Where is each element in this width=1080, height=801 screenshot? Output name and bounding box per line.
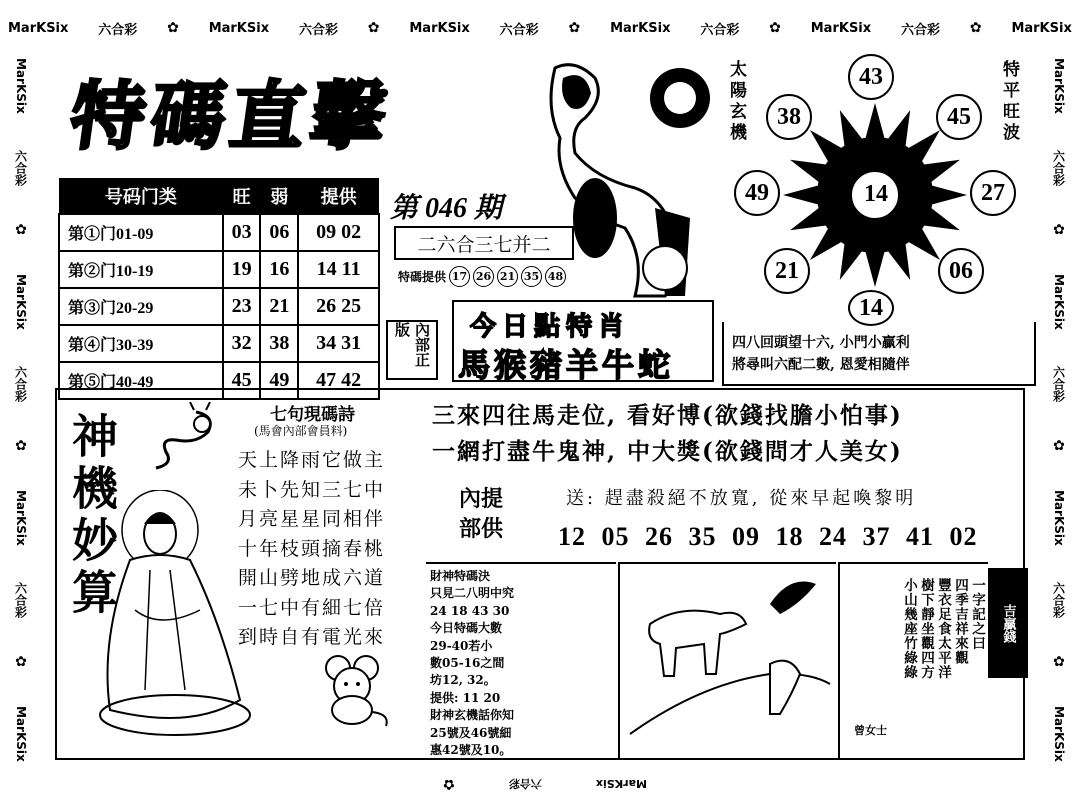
tigong-cell: 34 31 <box>298 325 379 362</box>
shenji-heading: 神機妙算 <box>65 412 119 620</box>
poem-line: 月亮星星同相伴 <box>238 508 386 530</box>
tema-number: 48 <box>545 266 566 287</box>
brand-liuhecai: 六合彩 <box>298 22 338 38</box>
sun-left-label: 太陽玄機 <box>726 60 746 144</box>
guanyin-illustration <box>90 490 260 750</box>
table-row <box>59 214 379 251</box>
brand-liuhecai: 六合彩 <box>13 149 28 186</box>
today-title: 今日點特肖 <box>470 312 631 342</box>
brand-marksix: MarKSix <box>14 706 28 762</box>
brand-marksix: MarKSix <box>409 20 470 36</box>
gate-cell: 第④门30-39 <box>59 325 223 362</box>
wealth-line: 財神玄機話你知 <box>430 708 515 723</box>
wealth-line: 提供: 11 20 <box>430 690 501 705</box>
poem-line: 一七中有細七倍 <box>238 596 386 619</box>
brand-marksix: MarKSix <box>1052 490 1066 546</box>
gate-cell: 第③门20-29 <box>59 288 223 325</box>
tigong-cell: 26 25 <box>298 288 379 325</box>
tema-number: 17 <box>449 266 470 287</box>
poem-column: 小山幾座竹綠綠 <box>901 578 917 680</box>
wealth-line: 惠42號及10。 <box>430 743 512 758</box>
woman-illustration <box>515 58 725 298</box>
table-header: 号码门类 <box>59 178 223 214</box>
internal-offer <box>452 484 510 544</box>
brand-liuhecai: 六合彩 <box>901 22 941 38</box>
poem-title: 七句現碼詩 <box>270 405 355 425</box>
right-line: 三來四往馬走位, 看好博(欲錢找膽小怕事) <box>432 402 903 429</box>
ruo-cell: 49 <box>260 362 298 399</box>
verse-line: 四八回頭望十六, 小門小贏利 <box>732 335 910 351</box>
ruo-cell: 06 <box>260 214 298 251</box>
internal-offer-line: 部供 <box>458 516 503 542</box>
brand-liuhecai: 六合彩 <box>13 365 28 402</box>
sun-number: 21 <box>764 248 810 294</box>
verse-box <box>722 322 1036 386</box>
brand-marksix: MarKSix <box>8 20 69 36</box>
table-header: 弱 <box>260 178 298 214</box>
brand-liuhecai: 六合彩 <box>1051 582 1066 618</box>
table-row <box>59 251 379 288</box>
issue-number: 第 046 期 <box>390 193 503 224</box>
brand-marksix: MarKSix <box>14 490 28 546</box>
brand-liuhecai: 六合彩 <box>1051 149 1066 186</box>
flower-icon: ✿ <box>167 20 179 36</box>
tema-number: 35 <box>521 266 542 287</box>
wealth-line: 25號及46號細 <box>430 725 512 740</box>
poem-line: 未卜先知三七中 <box>238 478 386 501</box>
poem-column: 四季吉祥來觀 <box>952 578 968 665</box>
brand-marksix: MarKSix <box>610 20 671 36</box>
sun-number: 38 <box>766 94 812 140</box>
poem-column: 一字記之曰 <box>969 578 985 651</box>
sun-number: 43 <box>848 54 894 100</box>
table-row <box>59 288 379 325</box>
signature: 曾女士 <box>854 724 887 737</box>
brand-liuhecai: 六合彩 <box>700 22 740 38</box>
table-row <box>59 325 379 362</box>
tigong-cell: 47 42 <box>298 362 379 399</box>
sun-center-number: 14 <box>864 180 888 207</box>
brand-marksix: MarKSix <box>810 20 872 36</box>
dragon-illustration <box>146 402 226 476</box>
seal-stamp: 吉贏錢 <box>988 568 1028 678</box>
brand-marksix: MarKSix <box>14 274 28 330</box>
flower-icon: ✿ <box>1053 438 1065 455</box>
wang-cell: 23 <box>223 288 261 325</box>
brand-liuhecai: 六合彩 <box>98 22 138 38</box>
phrase-box: 二六合三七并二 <box>394 226 574 260</box>
flower-icon: ✿ <box>1053 222 1065 238</box>
poem-line: 十年枝頭摘春桃 <box>238 537 386 560</box>
sun-section <box>720 60 1030 330</box>
brand-marksix: MarKSix <box>595 777 647 791</box>
table-header: 提供 <box>298 178 379 214</box>
flower-icon: ✿ <box>15 222 27 238</box>
brand-marksix: MarKSix <box>1052 58 1066 114</box>
gate-cell: 第⑤门40-49 <box>59 362 223 399</box>
brand-liuhecai: 六合彩 <box>13 582 28 618</box>
wealth-line: 財神特碼決 <box>430 569 491 583</box>
brand-marksix: MarKSix <box>208 20 270 36</box>
flower-icon: ✿ <box>769 20 781 36</box>
left-brand-strip <box>6 40 36 780</box>
bottom-brand-strip <box>435 770 655 798</box>
table-header-row <box>59 178 379 214</box>
flower-icon: ✿ <box>568 20 581 36</box>
wang-cell: 03 <box>223 214 261 251</box>
internal-stamp: 內部正版 <box>386 320 438 380</box>
brand-liuhecai: 六合彩 <box>499 22 539 38</box>
flower-icon: ✿ <box>15 438 27 455</box>
internal-offer-line: 內提 <box>458 486 503 512</box>
number-category-table <box>58 178 380 400</box>
wang-cell: 19 <box>223 251 261 288</box>
right-lines <box>432 398 903 470</box>
right-line: 一網打盡牛鬼神, 中大獎(欲錢問才人美女) <box>432 438 903 465</box>
sun-right-label: 特平旺波 <box>999 60 1019 144</box>
recommended-numbers: 12 05 26 35 09 18 24 37 41 02 <box>558 522 978 551</box>
animal-illustration-panel <box>618 562 836 758</box>
poem-body <box>238 446 385 653</box>
brand-marksix: MarKSix <box>1052 706 1066 762</box>
flower-icon: ✿ <box>1053 654 1065 671</box>
gate-cell: 第①门01-09 <box>59 214 223 251</box>
flower-icon: ✿ <box>367 20 380 36</box>
animals-illustration <box>620 564 834 756</box>
sun-number: 27 <box>970 170 1016 216</box>
wealth-line: 今日特碼大數 <box>430 621 503 636</box>
flower-icon: ✿ <box>969 20 982 36</box>
wealth-god-box <box>426 562 616 758</box>
poem-line: 到時自有電光來 <box>238 626 386 648</box>
right-brand-strip <box>1044 40 1074 780</box>
sun-number: 06 <box>938 248 984 294</box>
gate-cell: 第②门10-19 <box>59 251 223 288</box>
tigong-cell: 14 11 <box>298 251 379 288</box>
sun-number: 45 <box>936 94 982 140</box>
ruo-cell: 21 <box>260 288 298 325</box>
wang-cell: 32 <box>223 325 261 362</box>
verse-line: 將尋叫六配二數, 恩愛相隨伴 <box>732 357 910 373</box>
top-brand-strip <box>0 14 1080 42</box>
brand-marksix: MarKSix <box>14 58 28 114</box>
brand-marksix: MarKSix <box>1011 20 1072 36</box>
sun-number: 49 <box>734 170 780 216</box>
wealth-line: 29-40若小 <box>430 638 493 653</box>
ruo-cell: 16 <box>260 251 298 288</box>
wealth-line: 數05-16之間 <box>430 656 505 671</box>
brand-liuhecai: 六合彩 <box>1051 365 1066 402</box>
poem-line: 開山劈地成六道 <box>238 567 386 589</box>
poem-column: 豐衣足食太平洋 <box>935 578 951 680</box>
page-title: 特碼直擊 <box>65 74 398 160</box>
brand-liuhecai: 六合彩 <box>508 777 542 790</box>
poem-column: 樹下靜坐觀四方 <box>918 578 934 680</box>
flower-icon: ✿ <box>443 776 455 792</box>
wealth-line: 24 18 43 30 <box>430 603 510 618</box>
tema-line <box>398 266 566 287</box>
poem-line: 天上降雨它做主 <box>238 449 386 471</box>
tema-number: 21 <box>497 266 518 287</box>
table-header: 旺 <box>223 178 261 214</box>
tigong-cell: 09 02 <box>298 214 379 251</box>
wealth-line: 坊12, 32。 <box>430 673 496 688</box>
tema-label: 特碼提供 <box>398 270 447 284</box>
send-text: 送: 趕盡殺絕不放寬, 從來早起喚黎明 <box>566 488 917 509</box>
sun-number: 14 <box>848 290 894 326</box>
poem-subtitle: (馬會內部會員料) <box>254 424 348 438</box>
ruo-cell: 38 <box>260 325 298 362</box>
mouse-illustration <box>316 652 396 728</box>
brand-marksix: MarKSix <box>1052 274 1066 330</box>
today-zodiac: 馬猴豬羊牛蛇 <box>458 346 675 384</box>
flower-icon: ✿ <box>15 654 27 671</box>
wealth-line: 只見二八明中究 <box>430 586 515 601</box>
wang-cell: 45 <box>223 362 261 399</box>
tema-number: 26 <box>473 266 494 287</box>
